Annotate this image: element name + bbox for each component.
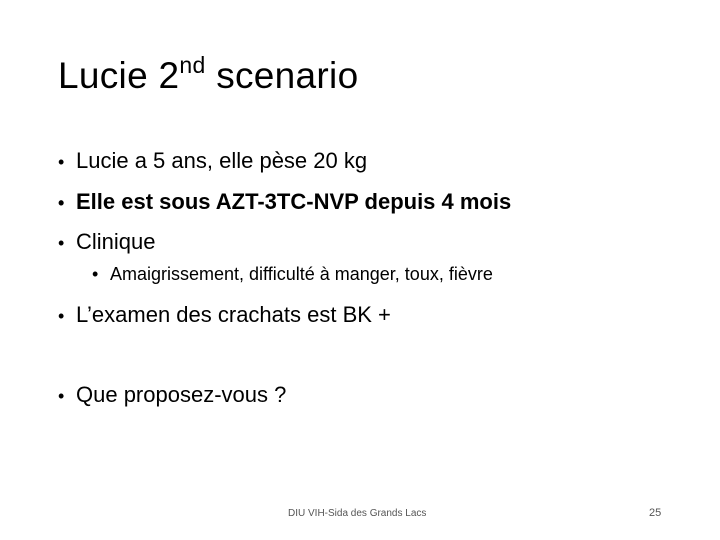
sub-bullet-item — [92, 264, 493, 285]
bullet-text: Lucie a 5 ans, elle pèse 20 kg — [76, 148, 368, 173]
bullet-dot: • — [58, 233, 65, 253]
bullet-dot: • — [58, 386, 65, 406]
bullet-text: L’examen des crachats est BK + — [76, 302, 391, 327]
bullet-item — [58, 189, 511, 214]
bullet-text: Amaigrissement, difficulté à manger, toux, fièvre — [110, 264, 493, 284]
title-superscript: nd — [179, 51, 206, 78]
bullet-item — [58, 148, 367, 173]
bullet-item — [58, 302, 391, 327]
slide-title — [58, 51, 359, 97]
bullet-text: Clinique — [76, 229, 156, 254]
bullet-text: Que proposez-vous ? — [76, 382, 287, 407]
slide-footer: DIU VIH-Sida des Grands Lacs — [288, 508, 427, 519]
bullet-dot: • — [58, 306, 65, 326]
page-number: 25 — [649, 507, 662, 519]
bullet-item — [58, 382, 286, 407]
bullet-text: Elle est sous AZT-3TC-NVP depuis 4 mois — [76, 189, 512, 214]
bullet-item — [58, 229, 156, 254]
bullet-dot: • — [92, 264, 99, 284]
bullet-dot: • — [58, 193, 65, 213]
bullet-dot: • — [58, 152, 65, 172]
title-rest: scenario — [205, 55, 359, 96]
title-main: Lucie 2 — [58, 55, 180, 96]
